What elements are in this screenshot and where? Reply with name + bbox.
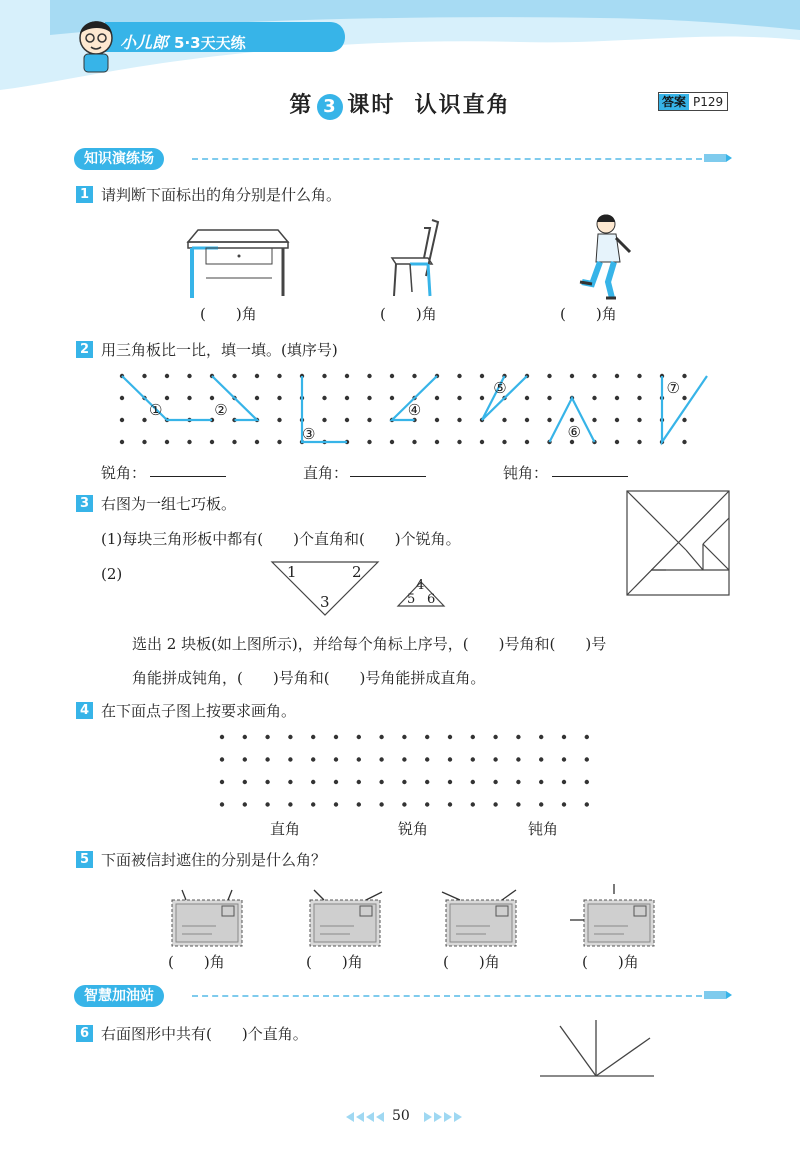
grid-dot bbox=[345, 418, 349, 422]
grid-dot bbox=[525, 396, 529, 400]
grid-dot bbox=[502, 440, 506, 444]
grid-dot bbox=[367, 440, 371, 444]
grid-dot bbox=[592, 374, 596, 378]
grid-dot bbox=[311, 780, 315, 784]
grid-dot bbox=[585, 757, 589, 761]
grid-dot bbox=[120, 440, 124, 444]
answer-blank[interactable]: ( )角 bbox=[560, 305, 617, 323]
envelopes-row bbox=[150, 880, 670, 950]
grid-dot bbox=[187, 396, 191, 400]
grid-dot bbox=[367, 374, 371, 378]
question-text: 在下面点子图上按要求画角。 bbox=[101, 702, 297, 720]
grid-dot bbox=[493, 780, 497, 784]
pencil-icon bbox=[704, 990, 732, 1000]
page-title: 第 3 课时 认识直角 bbox=[289, 93, 511, 118]
grid-dot bbox=[357, 780, 361, 784]
grid-dot bbox=[547, 396, 551, 400]
grid-dot bbox=[390, 396, 394, 400]
blank-label: 锐角： bbox=[101, 464, 147, 482]
grid-dot bbox=[288, 780, 292, 784]
angle-label: 3 bbox=[320, 593, 330, 611]
grid-dot bbox=[502, 418, 506, 422]
grid-dot bbox=[367, 396, 371, 400]
grid-dot bbox=[277, 418, 281, 422]
grid-dot bbox=[547, 418, 551, 422]
angle-marker: ③ bbox=[302, 425, 316, 444]
grid-dot bbox=[637, 440, 641, 444]
footer-arrows-right bbox=[422, 1112, 462, 1122]
angle-marker: ① bbox=[149, 401, 163, 419]
grid-dot bbox=[637, 418, 641, 422]
grid-dot bbox=[265, 780, 269, 784]
angle-ray bbox=[228, 890, 232, 900]
section-wisdom: 智慧加油站 bbox=[74, 985, 164, 1007]
envelope-panel bbox=[450, 904, 512, 942]
blank-label: 直角： bbox=[303, 464, 349, 482]
question-number: 6 bbox=[76, 1025, 93, 1042]
grid-dot bbox=[457, 374, 461, 378]
answer-blank[interactable] bbox=[350, 462, 426, 477]
angle-marker: ② bbox=[214, 401, 228, 419]
grid-dot bbox=[516, 780, 520, 784]
answer-blank[interactable]: ( )角 bbox=[582, 953, 639, 971]
grid-dot bbox=[448, 735, 452, 739]
grid-dot bbox=[243, 735, 247, 739]
angle-ray bbox=[442, 892, 460, 900]
grid-dot bbox=[570, 418, 574, 422]
angle-ray bbox=[182, 890, 186, 900]
grid-dot bbox=[615, 396, 619, 400]
angle-label: 6 bbox=[427, 592, 436, 607]
grid-dot bbox=[220, 735, 224, 739]
grid-dot bbox=[220, 802, 224, 806]
grid-dot bbox=[277, 396, 281, 400]
grid-dot bbox=[334, 780, 338, 784]
table-image bbox=[188, 228, 288, 300]
page-number: 50 bbox=[392, 1108, 410, 1124]
grid-dot bbox=[539, 802, 543, 806]
grid-dot bbox=[539, 735, 543, 739]
grid-dot bbox=[493, 735, 497, 739]
answer-blank[interactable]: ( )角 bbox=[380, 305, 437, 323]
grid-dot bbox=[232, 440, 236, 444]
grid-dot bbox=[390, 374, 394, 378]
grid-dot bbox=[334, 757, 338, 761]
grid-dot bbox=[120, 396, 124, 400]
grid-dot bbox=[165, 396, 169, 400]
grid-dot bbox=[412, 374, 416, 378]
question-number: 3 bbox=[76, 495, 93, 512]
answer-blank[interactable]: ( )角 bbox=[306, 953, 363, 971]
grid-dot bbox=[357, 802, 361, 806]
grid-dot bbox=[243, 780, 247, 784]
brand-name: 小儿郎 bbox=[120, 33, 169, 52]
grid-dot bbox=[448, 780, 452, 784]
angle-ray bbox=[366, 892, 382, 900]
grid-dot bbox=[165, 440, 169, 444]
dot-grid-label: 直角 bbox=[270, 820, 301, 838]
grid-dot bbox=[142, 440, 146, 444]
grid-dot bbox=[435, 440, 439, 444]
dot-grid-label: 钝角 bbox=[528, 820, 559, 838]
grid-dot bbox=[547, 374, 551, 378]
section-practice: 知识演练场 bbox=[74, 148, 164, 170]
question-line: 选出 2 块板(如上图所示)，并给每个角标上序号，( )号角和( )号 bbox=[132, 635, 607, 653]
grid-dot bbox=[220, 757, 224, 761]
grid-dot bbox=[142, 418, 146, 422]
grid-dot bbox=[142, 374, 146, 378]
footer-arrows-left bbox=[346, 1112, 386, 1122]
question-text: 右面图形中共有( )个直角。 bbox=[101, 1025, 308, 1043]
angle-ray bbox=[314, 890, 324, 900]
answer-blank[interactable] bbox=[150, 462, 226, 477]
grid-dot bbox=[435, 396, 439, 400]
grid-dot bbox=[120, 418, 124, 422]
brand-logo bbox=[120, 30, 246, 53]
question-text: 请判断下面标出的角分别是什么角。 bbox=[101, 186, 342, 204]
grid-dot bbox=[311, 735, 315, 739]
dot-grid-angles bbox=[118, 372, 718, 447]
grid-dot bbox=[187, 440, 191, 444]
grid-dot bbox=[637, 374, 641, 378]
brand-series: 5·3天天练 bbox=[174, 34, 246, 52]
grid-dot bbox=[682, 440, 686, 444]
angle-label: 1 bbox=[287, 563, 297, 581]
pencil-icon bbox=[704, 153, 732, 163]
grid-dot bbox=[457, 440, 461, 444]
grid-dot bbox=[562, 757, 566, 761]
grid-dot bbox=[243, 802, 247, 806]
angle-marker: ⑥ bbox=[567, 423, 581, 441]
question-text: 用三角板比一比，填一填。(填序号) bbox=[101, 341, 338, 359]
angle-ray bbox=[502, 890, 516, 900]
answer-blank[interactable] bbox=[552, 462, 628, 477]
blank-label: 钝角： bbox=[503, 464, 549, 482]
grid-dot bbox=[379, 735, 383, 739]
grid-dot bbox=[471, 757, 475, 761]
grid-dot bbox=[402, 802, 406, 806]
grid-dot bbox=[322, 418, 326, 422]
grid-dot bbox=[448, 757, 452, 761]
grid-dot bbox=[210, 396, 214, 400]
question-text: 右图为一组七巧板。 bbox=[101, 495, 237, 513]
rays-figure bbox=[540, 1018, 656, 1080]
grid-dot bbox=[682, 418, 686, 422]
grid-dot bbox=[288, 757, 292, 761]
grid-dot bbox=[585, 735, 589, 739]
grid-dot bbox=[277, 440, 281, 444]
question-number: 2 bbox=[76, 341, 93, 358]
grid-dot bbox=[457, 396, 461, 400]
envelope-icon bbox=[172, 890, 242, 946]
grid-dot bbox=[525, 440, 529, 444]
grid-dot bbox=[187, 374, 191, 378]
envelope-panel bbox=[176, 904, 238, 942]
mascot-icon bbox=[72, 14, 120, 74]
grid-dot bbox=[265, 735, 269, 739]
grid-dot bbox=[165, 374, 169, 378]
grid-dot bbox=[448, 802, 452, 806]
grid-dot bbox=[243, 757, 247, 761]
grid-dot bbox=[585, 802, 589, 806]
grid-dot bbox=[379, 802, 383, 806]
grid-dot bbox=[570, 374, 574, 378]
grid-dot bbox=[311, 802, 315, 806]
grid-dot bbox=[334, 735, 338, 739]
envelope-panel bbox=[588, 904, 650, 942]
grid-dot bbox=[288, 735, 292, 739]
grid-dot bbox=[255, 440, 259, 444]
grid-dot bbox=[210, 440, 214, 444]
grid-dot bbox=[265, 802, 269, 806]
grid-dot bbox=[471, 735, 475, 739]
grid-dot bbox=[615, 374, 619, 378]
angle-label: 4 bbox=[416, 578, 425, 593]
grid-dot bbox=[682, 396, 686, 400]
grid-dot bbox=[562, 735, 566, 739]
grid-dot bbox=[265, 757, 269, 761]
angle-marker: ④ bbox=[407, 401, 422, 419]
angle-marker: ⑤ bbox=[493, 379, 507, 397]
grid-dot bbox=[288, 802, 292, 806]
angle-label: 2 bbox=[352, 563, 362, 581]
grid-dot bbox=[232, 374, 236, 378]
grid-dot bbox=[255, 396, 259, 400]
grid-dot bbox=[585, 780, 589, 784]
dot-grid-label: 锐角 bbox=[398, 820, 429, 838]
grid-dot bbox=[539, 780, 543, 784]
grid-dot bbox=[379, 780, 383, 784]
grid-dot bbox=[471, 780, 475, 784]
grid-dot bbox=[525, 418, 529, 422]
angle-label: 5 bbox=[407, 592, 416, 607]
grid-dot bbox=[345, 374, 349, 378]
grid-dot bbox=[425, 757, 429, 761]
question-sub1: (1)每块三角形板中都有( )个直角和( )个锐角。 bbox=[101, 530, 461, 548]
answer-blank[interactable]: ( )角 bbox=[443, 953, 500, 971]
answer-blank[interactable]: ( )角 bbox=[200, 305, 257, 323]
grid-dot bbox=[425, 735, 429, 739]
tangram-image bbox=[626, 490, 730, 596]
grid-dot bbox=[493, 802, 497, 806]
grid-dot bbox=[435, 418, 439, 422]
grid-dot bbox=[592, 418, 596, 422]
lesson-number: 3 bbox=[317, 94, 343, 120]
grid-dot bbox=[562, 802, 566, 806]
question-line: 角能拼成钝角，( )号角和( )号角能拼成直角。 bbox=[132, 669, 486, 687]
grid-dot bbox=[402, 735, 406, 739]
grid-dot bbox=[345, 396, 349, 400]
grid-dot bbox=[311, 757, 315, 761]
answer-blank[interactable]: ( )角 bbox=[168, 953, 225, 971]
grid-dot bbox=[412, 440, 416, 444]
envelope-icon bbox=[442, 890, 516, 946]
grid-dot bbox=[480, 396, 484, 400]
lesson-topic: 认识直角 bbox=[414, 93, 511, 118]
envelope-icon bbox=[570, 884, 654, 946]
grid-dot bbox=[493, 757, 497, 761]
walking-boy-image bbox=[578, 212, 636, 300]
grid-dot bbox=[592, 396, 596, 400]
grid-dot bbox=[471, 802, 475, 806]
grid-dot bbox=[480, 374, 484, 378]
question-sub2: (2) bbox=[101, 565, 123, 583]
envelope-icon bbox=[310, 890, 382, 946]
grid-dot bbox=[357, 757, 361, 761]
grid-dot bbox=[277, 374, 281, 378]
question-number: 5 bbox=[76, 851, 93, 868]
grid-dot bbox=[322, 374, 326, 378]
grid-dot bbox=[220, 780, 224, 784]
answer-reference: 答案 P129 bbox=[658, 92, 728, 111]
grid-dot bbox=[480, 440, 484, 444]
grid-dot bbox=[322, 396, 326, 400]
grid-dot bbox=[457, 418, 461, 422]
grid-dot bbox=[402, 757, 406, 761]
grid-dot bbox=[539, 757, 543, 761]
section-divider bbox=[192, 158, 702, 160]
grid-dot bbox=[379, 757, 383, 761]
chair-image bbox=[388, 218, 448, 300]
section-divider bbox=[192, 995, 702, 997]
grid-dot bbox=[516, 735, 520, 739]
grid-dot bbox=[682, 374, 686, 378]
grid-dot bbox=[562, 780, 566, 784]
grid-dot bbox=[615, 418, 619, 422]
grid-dot bbox=[425, 780, 429, 784]
grid-dot bbox=[637, 396, 641, 400]
grid-dot bbox=[357, 735, 361, 739]
question-text: 下面被信封遮住的分别是什么角？ bbox=[101, 851, 327, 869]
grid-dot bbox=[255, 374, 259, 378]
grid-dot bbox=[516, 802, 520, 806]
grid-dot bbox=[425, 802, 429, 806]
grid-dot bbox=[334, 802, 338, 806]
grid-dot bbox=[367, 418, 371, 422]
grid-dot bbox=[615, 440, 619, 444]
question-number: 4 bbox=[76, 702, 93, 719]
grid-dot bbox=[390, 440, 394, 444]
envelope-panel bbox=[314, 904, 376, 942]
grid-dot bbox=[516, 757, 520, 761]
question-number: 1 bbox=[76, 186, 93, 203]
dot-grid-drawing[interactable] bbox=[218, 733, 618, 809]
angle-marker: ⑦ bbox=[666, 379, 680, 397]
grid-dot bbox=[402, 780, 406, 784]
